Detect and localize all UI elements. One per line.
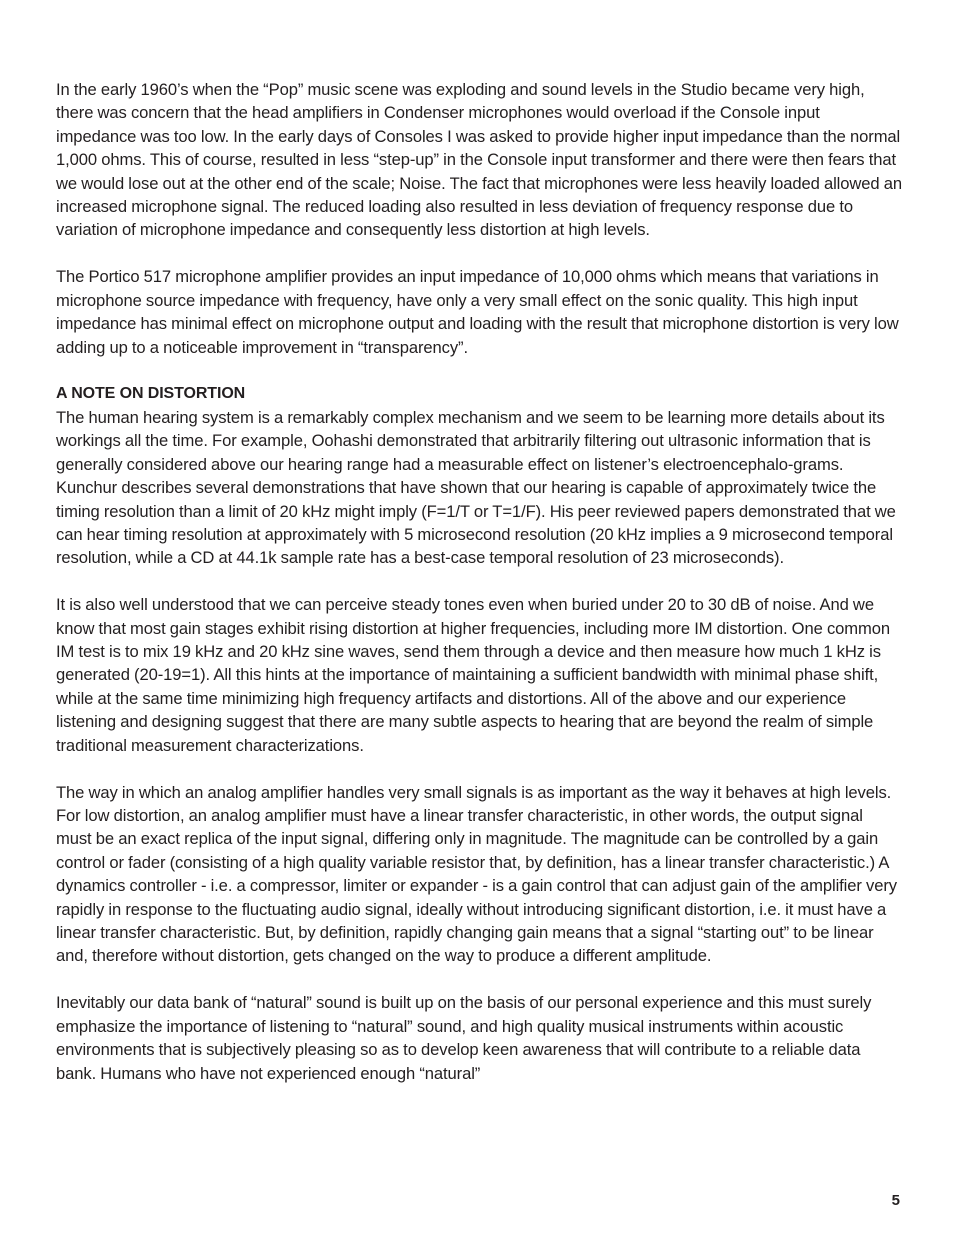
paragraph-portico-517: The Portico 517 microphone amplifier provides an input impedance of 10,000 ohms which means that variations in microphone source impedance with frequency, have only a very small effect on the sonic quality. This high input impedance has minimal effect on microphone output and loading with the result that microphone distortion is very low adding up to a noticeable improvement in “transparency”.: [56, 267, 899, 357]
page-content: [56, 78, 902, 1108]
paragraph-hearing-system: The human hearing system is a remarkably complex mechanism and we seem to be learning more details about its workings all the time. For example, Oohashi demonstrated that arbitrarily filtering out ultrasonic information that is generally considered above our hearing range had a measurable effect on listener’s electroencephalo-grams. Kunchur describes several demonstrations that have shown that our hearing is capable of approximately twice the timing resolution than a limit of 20 kHz might imply (F=1/T or T=1/F). His peer reviewed papers demonstrated that we can hear timing resolution at approximately with 5 microsecond resolution (20 kHz implies a 9 microsecond temporal resolution, while a CD at 44.1k sample rate has a best-case temporal resolution of 23 microseconds).: [56, 407, 896, 568]
paragraph-condenser-impedance: In the early 1960’s when the “Pop” music scene was exploding and sound levels in the Studio became very high, there was concern that the head amplifiers in Condenser microphones would overload if the Console input impedance was too low. In the early days of Consoles I was asked to provide higher input impedance than the normal 1,000 ohms. This of course, resulted in less “step-up” in the Console input transformer and there were then fears that we would lose out at the other end of the scale; Noise. The fact that microphones were less heavily loaded allowed an increased microphone signal. The reduced loading also resulted in less deviation of frequency response due to variation of microphone impedance and consequently less distortion at high levels.: [56, 80, 903, 240]
section-heading-distortion: A NOTE ON DISTORTION: [56, 385, 246, 403]
page-number: 5: [891, 1192, 900, 1209]
paragraph-small-signals: The way in which an analog amplifier handles very small signals is as important as the way it behaves at high levels. For low distortion, an analog amplifier must have a linear transfer characteristic, in other words, the output signal must be an exact replica of the input signal, differing only in magnitude. The magnitude can be controlled by a gain control or fader (consisting of a high quality variable resistor that, by definition, has a linear transfer characteristic.) A dynamics controller - i.e. a compressor, limiter or expander - is a gain control that can adjust gain of the amplifier very rapidly in response to the fluctuating audio signal, ideally without introducing significant distortion, i.e. it must have a linear transfer characteristic. But, by definition, rapidly changing gain means that a signal “starting out” to be linear and, therefore without distortion, gets changed on the way to produce a different amplitude.: [56, 782, 897, 966]
paragraph-natural-sound: Inevitably our data bank of “natural” sound is built up on the basis of our personal experience and this must surely emphasize the importance of listening to “natural” sound, and high quality musical instruments within acoustic environments that is subjectively pleasing so as to develop keen awareness that will contribute to a reliable data bank. Humans who have not experienced enough “natural”: [56, 993, 872, 1083]
paragraph-steady-tones: It is also well understood that we can perceive steady tones even when buried under 20 to 30 dB of noise. And we know that most gain stages exhibit rising distortion at higher frequencies, including more IM distortion. One common IM test is to mix 19 kHz and 20 kHz sine waves, send them through a device and then measure how much 1 kHz is generated (20-19=1). All this hints at the importance of maintaining a sufficient bandwidth with minimal phase shift, while at the same time minimizing high frequency artifacts and distortions. All of the above and our experience listening and designing suggest that there are many subtle aspects to hearing that are beyond the realm of simple traditional measurement characterizations.: [56, 595, 890, 755]
